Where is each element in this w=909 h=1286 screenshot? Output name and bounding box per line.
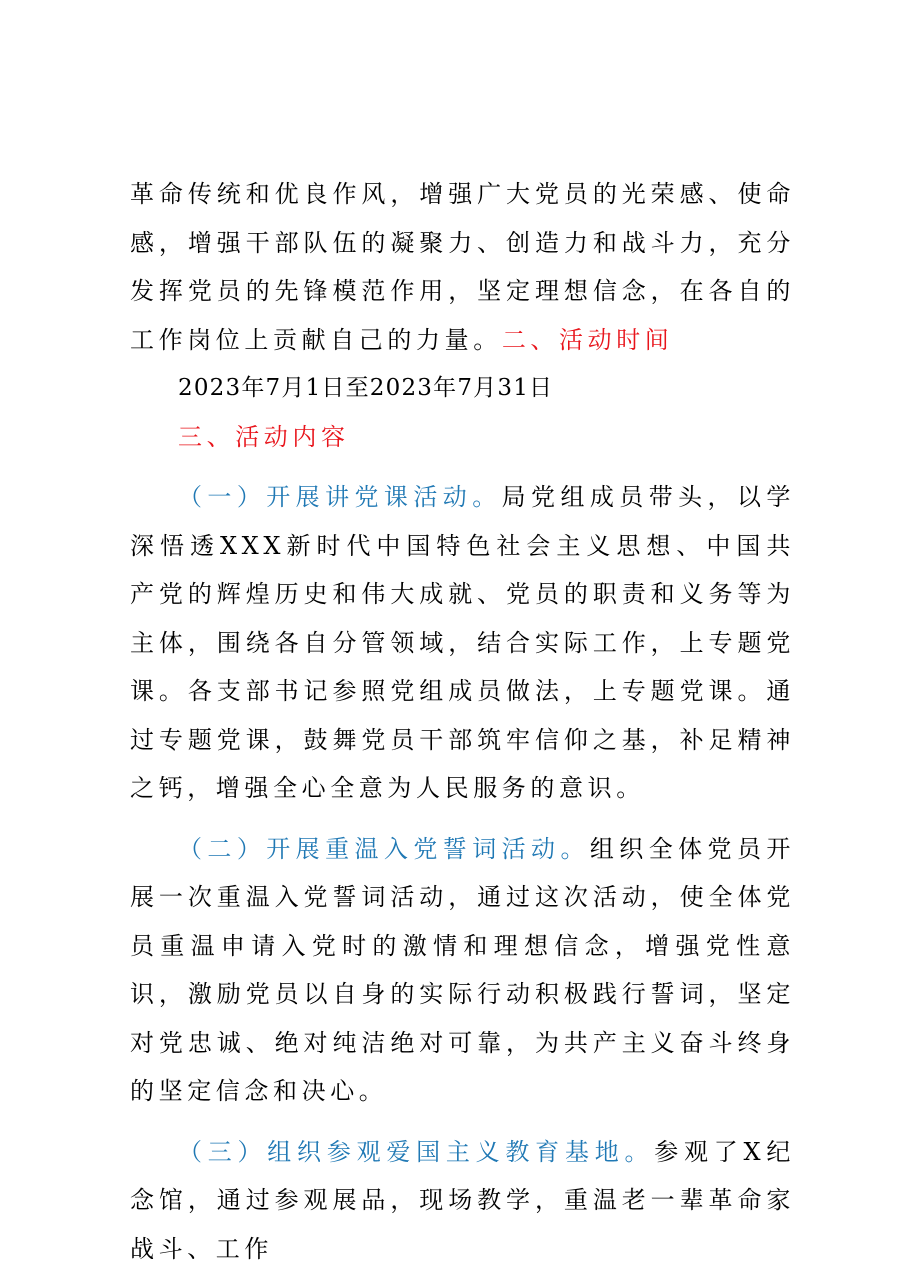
item-body-party-lecture: 局党组成员带头，以学深悟透XXX新时代中国特色社会主义思想、中国共产党的辉煌历史和伟大成就、党员的职责和义务等为主体，围绕各自分管领域，结合实际工作，上专题党课。各支部书记参照党组成员做法，上专题党课。通过专题党课，鼓舞党员干部筑牢信仰之基，补足精神之钙，增强全心全意为人民服务的意识。 <box>130 483 796 802</box>
item-body-oath-review: 组织全体党员开展一次重温入党誓词活动，通过这次活动，使全体党员重温申请入党时的激情和理想信念，增强党性意识，激励党员以自身的实际行动积极践行誓词，坚定对党忠诚、绝对纯洁绝对可靠，为共产主义奋斗终身的坚定信念和决心。 <box>130 834 795 1105</box>
content-item-patriotic-base-visit <box>130 1128 795 1274</box>
item-title-party-lecture: （一）开展讲党课活动。 <box>178 483 502 511</box>
item-body-patriotic-base-visit: 参观了X纪念馆，通过参观展品，现场教学，重温老一辈革命家战斗、工作 <box>130 1137 795 1263</box>
document-body <box>130 170 795 1273</box>
content-item-oath-review <box>130 825 795 1116</box>
section-heading-activity-time: 二、活动时间 <box>501 325 674 354</box>
section-heading-activity-content: 三、活动内容 <box>178 422 350 451</box>
spacer <box>130 1116 795 1128</box>
content-item-party-lecture <box>130 473 795 813</box>
item-title-patriotic-base-visit: （三）组织参观爱国主义教育基地。 <box>178 1137 655 1166</box>
intro-paragraph-text: 革命传统和优良作风，增强广大党员的光荣感、使命感，增强干部队伍的凝聚力、创造力和战斗力，充分发挥党员的先锋模范作用，坚定理想信念，在各自的工作岗位上贡献自己的力量。 <box>130 180 795 354</box>
activity-date: 2023年7月1日至2023年7月31日 <box>178 375 554 401</box>
spacer <box>130 813 795 825</box>
spacer <box>130 461 795 473</box>
item-title-oath-review: （二）开展重温入党誓词活动。 <box>178 834 590 863</box>
intro-paragraph <box>130 170 795 364</box>
